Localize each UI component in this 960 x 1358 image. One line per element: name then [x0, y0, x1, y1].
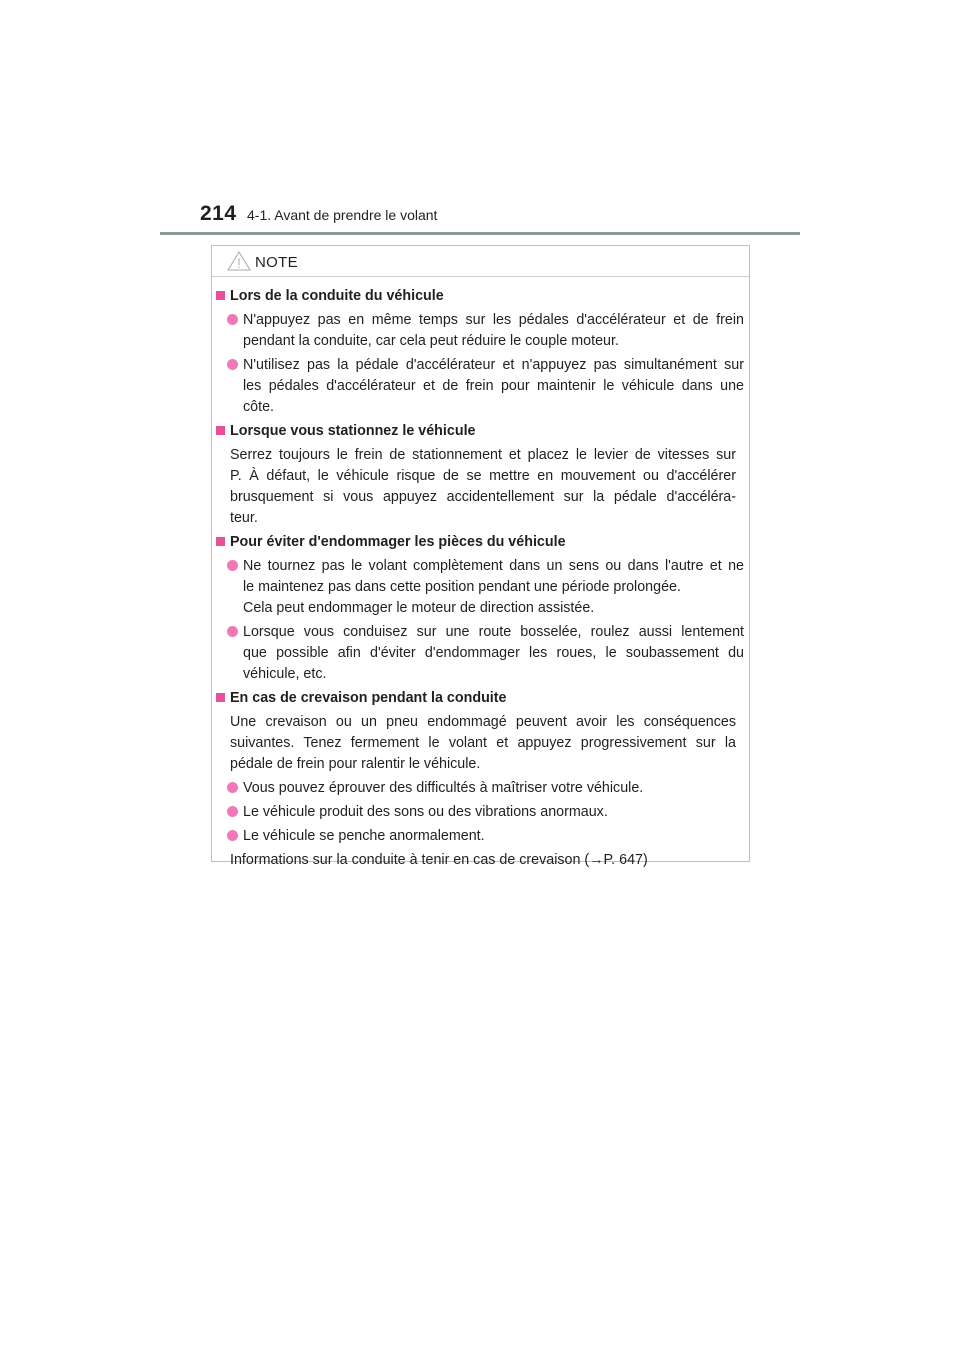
section-heading: Lors de la conduite du véhicule — [214, 286, 744, 307]
circle-bullet-icon — [227, 626, 238, 637]
circle-bullet-icon — [227, 830, 238, 841]
text-line: Une crevaison ou un pneu endommagé peuvent avoir les conséquences — [230, 714, 736, 730]
circle-bullet-icon — [227, 782, 238, 793]
section-title: 4-1. Avant de prendre le volant — [247, 207, 438, 223]
section-heading: Pour éviter d'endommager les pièces du véhicule — [214, 532, 744, 553]
bullet-item — [214, 778, 744, 799]
text-line: le maintenez pas dans cette position pendant une période prolongée. — [243, 579, 681, 595]
text-line: Le véhicule se penche anormalement. — [243, 828, 485, 844]
header-rule — [160, 232, 800, 235]
page-header — [200, 200, 800, 230]
text-line: brusquement si vous appuyez accidentellement sur la pédale d'accéléra- — [230, 489, 736, 505]
bullet-item — [214, 622, 744, 685]
text-line: Ne tournez pas le volant complètement dans un sens ou dans l'autre et ne — [243, 558, 744, 574]
bullet-item — [214, 826, 744, 847]
text-line: teur. — [230, 510, 258, 526]
square-bullet-icon — [216, 537, 225, 546]
circle-bullet-icon — [227, 359, 238, 370]
square-bullet-icon — [216, 291, 225, 300]
bullet-item — [214, 310, 744, 352]
square-bullet-icon — [216, 693, 225, 702]
text-line: véhicule, etc. — [243, 666, 327, 682]
paragraph — [214, 712, 744, 775]
note-header — [212, 246, 749, 277]
text-line: N'utilisez pas la pédale d'accélérateur et n'appuyez pas simultanément sur — [243, 357, 744, 373]
text-line: Serrez toujours le frein de stationnement et placez le levier de vitesses sur — [230, 447, 736, 463]
cross-reference: Informations sur la conduite à tenir en cas de crevaison (→P. 647) — [230, 852, 648, 868]
note-body — [214, 286, 744, 871]
note-label: NOTE — [255, 254, 298, 271]
text-line: Vous pouvez éprouver des difficultés à maîtriser votre véhicule. — [243, 780, 644, 796]
bullet-item — [214, 355, 744, 418]
square-bullet-icon — [216, 426, 225, 435]
page-number: 214 — [200, 202, 237, 225]
circle-bullet-icon — [227, 560, 238, 571]
note-box — [211, 245, 750, 868]
circle-bullet-icon — [227, 806, 238, 817]
text-line: P. À défaut, le véhicule risque de se mettre en mouvement ou d'accélérer — [230, 468, 736, 484]
text-line: Lorsque vous conduisez sur une route bosselée, roulez aussi lentement — [243, 624, 744, 640]
text-line: N'appuyez pas en même temps sur les pédales d'accélérateur et de frein — [243, 312, 744, 328]
text-line: pédale de frein pour ralentir le véhicule. — [230, 756, 481, 772]
section-heading: Lorsque vous stationnez le véhicule — [214, 421, 744, 442]
section-heading: En cas de crevaison pendant la conduite — [214, 688, 744, 709]
text-line: Cela peut endommager le moteur de direction assistée. — [243, 600, 595, 616]
text-line: suivantes. Tenez fermement le volant et appuyez progressivement sur la — [230, 735, 736, 751]
text-line: pendant la conduite, car cela peut réduire le couple moteur. — [243, 333, 619, 349]
circle-bullet-icon — [227, 314, 238, 325]
text-line: les pédales d'accélérateur et de frein pour maintenir le véhicule dans une — [243, 378, 744, 394]
warning-triangle-icon — [227, 251, 251, 271]
text-line: côte. — [243, 399, 274, 415]
bullet-item — [214, 802, 744, 823]
bullet-item — [214, 556, 744, 619]
text-line: Le véhicule produit des sons ou des vibrations anormaux. — [243, 804, 608, 820]
text-line: que possible afin d'éviter d'endommager les roues, le soubassement du — [243, 645, 744, 661]
paragraph — [214, 445, 744, 529]
